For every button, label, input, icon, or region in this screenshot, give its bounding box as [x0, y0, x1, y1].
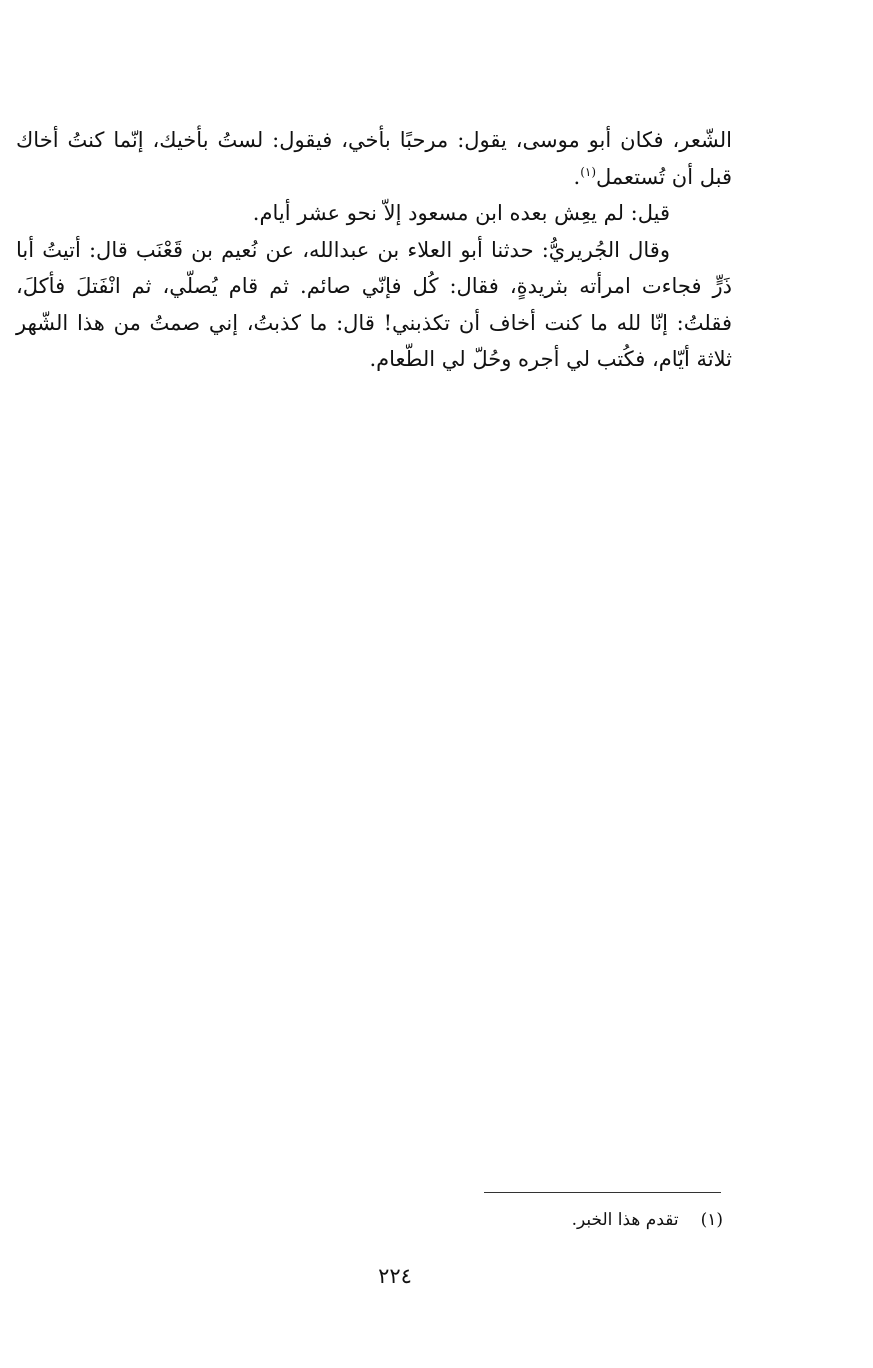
- footnote-divider: [484, 1192, 721, 1193]
- paragraph-1-text: الشّعر، فكان أبو موسى، يقول: مرحبًا بأخي، فيقول: لستُ بأخيك، إنّما كنتُ أخاك قبل أن تُستعمل: [16, 128, 732, 189]
- page-number: ٢٢٤: [378, 1264, 412, 1288]
- paragraph-3: وقال الجُريريُّ: حدثنا أبو العلاء بن عبدالله، عن نُعيم بن قَعْنَب قال: أتيتُ أبا ذَرٍّ فجاءت امرأته بثريدةٍ، فقال: كُل فإنّي صائم. ثم قام يُصلّي، ثم انْفَتلَ فأكلَ، فقلتُ: إنّا لله ما كنت أخاف أن تكذبني! قال: ما كذبتُ، إني صمتُ من هذا الشّهر ثلاثة أيّام، فكُتب لي أجره وحُلّ لي الطّعام.: [16, 237, 732, 371]
- paragraph-2: قيل: لم يعِش بعده ابن مسعود إلاّ نحو عشر أيام.: [252, 201, 670, 225]
- footnote: [572, 1206, 723, 1234]
- main-text: [16, 122, 732, 378]
- footnote-number: (١): [700, 1210, 723, 1230]
- footnote-text: تقدم هذا الخبر.: [571, 1210, 679, 1230]
- paragraph-1-end: .: [573, 164, 581, 189]
- footnote-reference: (١): [580, 164, 597, 179]
- paragraph-1: [16, 122, 732, 195]
